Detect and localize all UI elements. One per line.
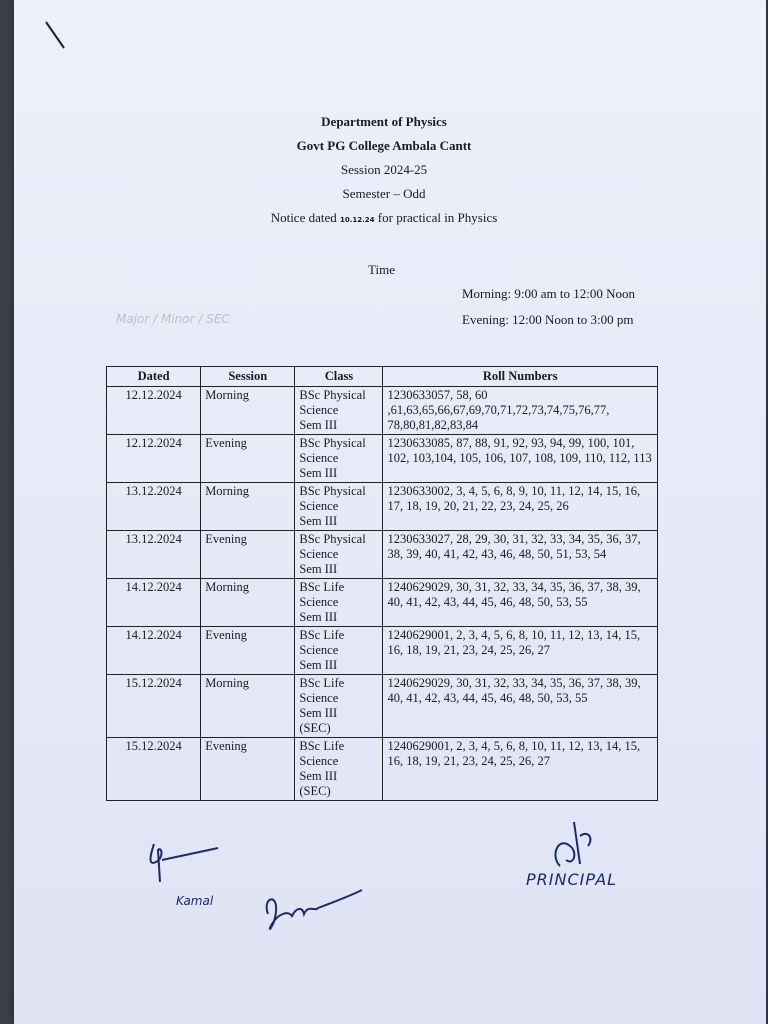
row-date: 15.12.2024 (107, 738, 201, 801)
row-class (295, 387, 383, 435)
class-line: BSc Life (299, 739, 345, 753)
notice-prefix: Notice dated (270, 210, 337, 225)
header-roll-numbers: Roll Numbers (383, 367, 658, 387)
row-date: 13.12.2024 (107, 531, 201, 579)
row-class (295, 483, 383, 531)
row-class (295, 738, 383, 801)
schedule-table (106, 366, 658, 801)
class-line: BSc Life (299, 580, 345, 594)
table-row (107, 627, 658, 675)
table-row (107, 435, 658, 483)
row-date: 14.12.2024 (107, 627, 201, 675)
table-row (107, 483, 658, 531)
row-session: Evening (201, 531, 295, 579)
class-line: BSc Physical (299, 532, 366, 546)
notice-suffix: for practical in Physics (377, 210, 498, 225)
signature-middle-icon (258, 884, 368, 944)
table-row (107, 675, 658, 738)
table-row (107, 738, 658, 801)
row-roll-numbers: 1230633002, 3, 4, 5, 6, 8, 9, 10, 11, 12, 14, 15, 16, 17, 18, 19, 20, 21, 22, 23, 24, 25, 26 (383, 483, 658, 531)
class-line: Sem III (299, 466, 338, 480)
class-line: BSc Physical (299, 388, 366, 402)
row-session: Morning (201, 483, 295, 531)
table-header-row (107, 367, 658, 387)
row-session: Evening (201, 738, 295, 801)
row-class (295, 435, 383, 483)
row-roll-numbers: 1240629001, 2, 3, 4, 5, 6, 8, 10, 11, 12, 13, 14, 15, 16, 18, 19, 21, 23, 24, 25, 26, 27 (383, 627, 658, 675)
row-class (295, 579, 383, 627)
evening-time: Evening: 12:00 Noon to 3:00 pm (462, 312, 634, 327)
signature-caption: Kamal (176, 894, 214, 908)
class-line: BSc Life (299, 676, 345, 690)
session-line: Session 2024-25 (340, 162, 428, 177)
class-line: BSc Physical (299, 436, 366, 450)
row-date: 15.12.2024 (107, 675, 201, 738)
class-line: Sem III (299, 658, 338, 672)
row-roll-numbers: 1230633027, 28, 29, 30, 31, 32, 33, 34, 35, 36, 37, 38, 39, 40, 41, 42, 43, 46, 48, 50, 51, 53, 54 (383, 531, 658, 579)
row-date: 14.12.2024 (107, 579, 201, 627)
row-session: Morning (201, 387, 295, 435)
header-dated: Dated (107, 367, 201, 387)
row-session: Evening (201, 627, 295, 675)
morning-time: Morning: 9:00 am to 12:00 Noon (462, 286, 635, 301)
class-line: Science (299, 643, 339, 657)
class-line: Sem III (299, 769, 338, 783)
notice-line (0, 210, 768, 226)
row-session: Morning (201, 675, 295, 738)
class-line: Sem III (299, 514, 338, 528)
class-line: Science (299, 691, 339, 705)
class-line: BSc Physical (299, 484, 366, 498)
row-roll-numbers: 1240629001, 2, 3, 4, 5, 6, 8, 10, 11, 12, 13, 14, 15, 16, 18, 19, 21, 23, 24, 25, 26, 27 (383, 738, 658, 801)
class-line: Sem III (299, 610, 338, 624)
class-line: Science (299, 403, 339, 417)
row-class (295, 531, 383, 579)
row-date: 12.12.2024 (107, 387, 201, 435)
table-row (107, 579, 658, 627)
row-date: 13.12.2024 (107, 483, 201, 531)
header-session: Session (201, 367, 295, 387)
class-line: Sem III (299, 418, 338, 432)
class-line: BSc Life (299, 628, 345, 642)
row-session: Morning (201, 579, 295, 627)
class-line: (SEC) (299, 784, 331, 798)
row-date: 12.12.2024 (107, 435, 201, 483)
faint-pencil-note: Major / Minor / SEC (116, 312, 230, 326)
row-class (295, 627, 383, 675)
row-roll-numbers: 1230633085, 87, 88, 91, 92, 93, 94, 99, 100, 101, 102, 103,104, 105, 106, 107, 108, 109, 110, 112, 113 (383, 435, 658, 483)
semester-line: Semester – Odd (342, 186, 426, 201)
notice-date-handwritten: 10.12.24 (340, 216, 375, 224)
row-roll-numbers: 1230633057, 58, 60 ,61,63,65,66,67,69,70,71,72,73,74,75,76,77, 78,80,81,82,83,84 (383, 387, 658, 435)
class-line: Science (299, 547, 339, 561)
college-name: Govt PG College Ambala Cantt (296, 138, 472, 153)
table-row (107, 531, 658, 579)
class-line: Sem III (299, 706, 338, 720)
class-line: Science (299, 499, 339, 513)
signature-left-icon (140, 836, 230, 886)
pen-mark-icon (42, 18, 82, 58)
time-label: Time (368, 262, 395, 277)
class-line: Science (299, 595, 339, 609)
row-session: Evening (201, 435, 295, 483)
row-class (295, 675, 383, 738)
principal-label: PRINCIPAL (526, 870, 618, 889)
class-line: Science (299, 451, 339, 465)
department-title: Department of Physics (321, 114, 447, 129)
header-class: Class (295, 367, 383, 387)
class-line: (SEC) (299, 721, 331, 735)
row-roll-numbers: 1240629029, 30, 31, 32, 33, 34, 35, 36, 37, 38, 39, 40, 41, 42, 43, 44, 45, 46, 48, 50, 53, 55 (383, 579, 658, 627)
principal-signature-icon (530, 816, 610, 876)
row-roll-numbers: 1240629029, 30, 31, 32, 33, 34, 35, 36, 37, 38, 39, 40, 41, 42, 43, 44, 45, 46, 48, 50, 53, 55 (383, 675, 658, 738)
table-row (107, 387, 658, 435)
class-line: Science (299, 754, 339, 768)
class-line: Sem III (299, 562, 338, 576)
